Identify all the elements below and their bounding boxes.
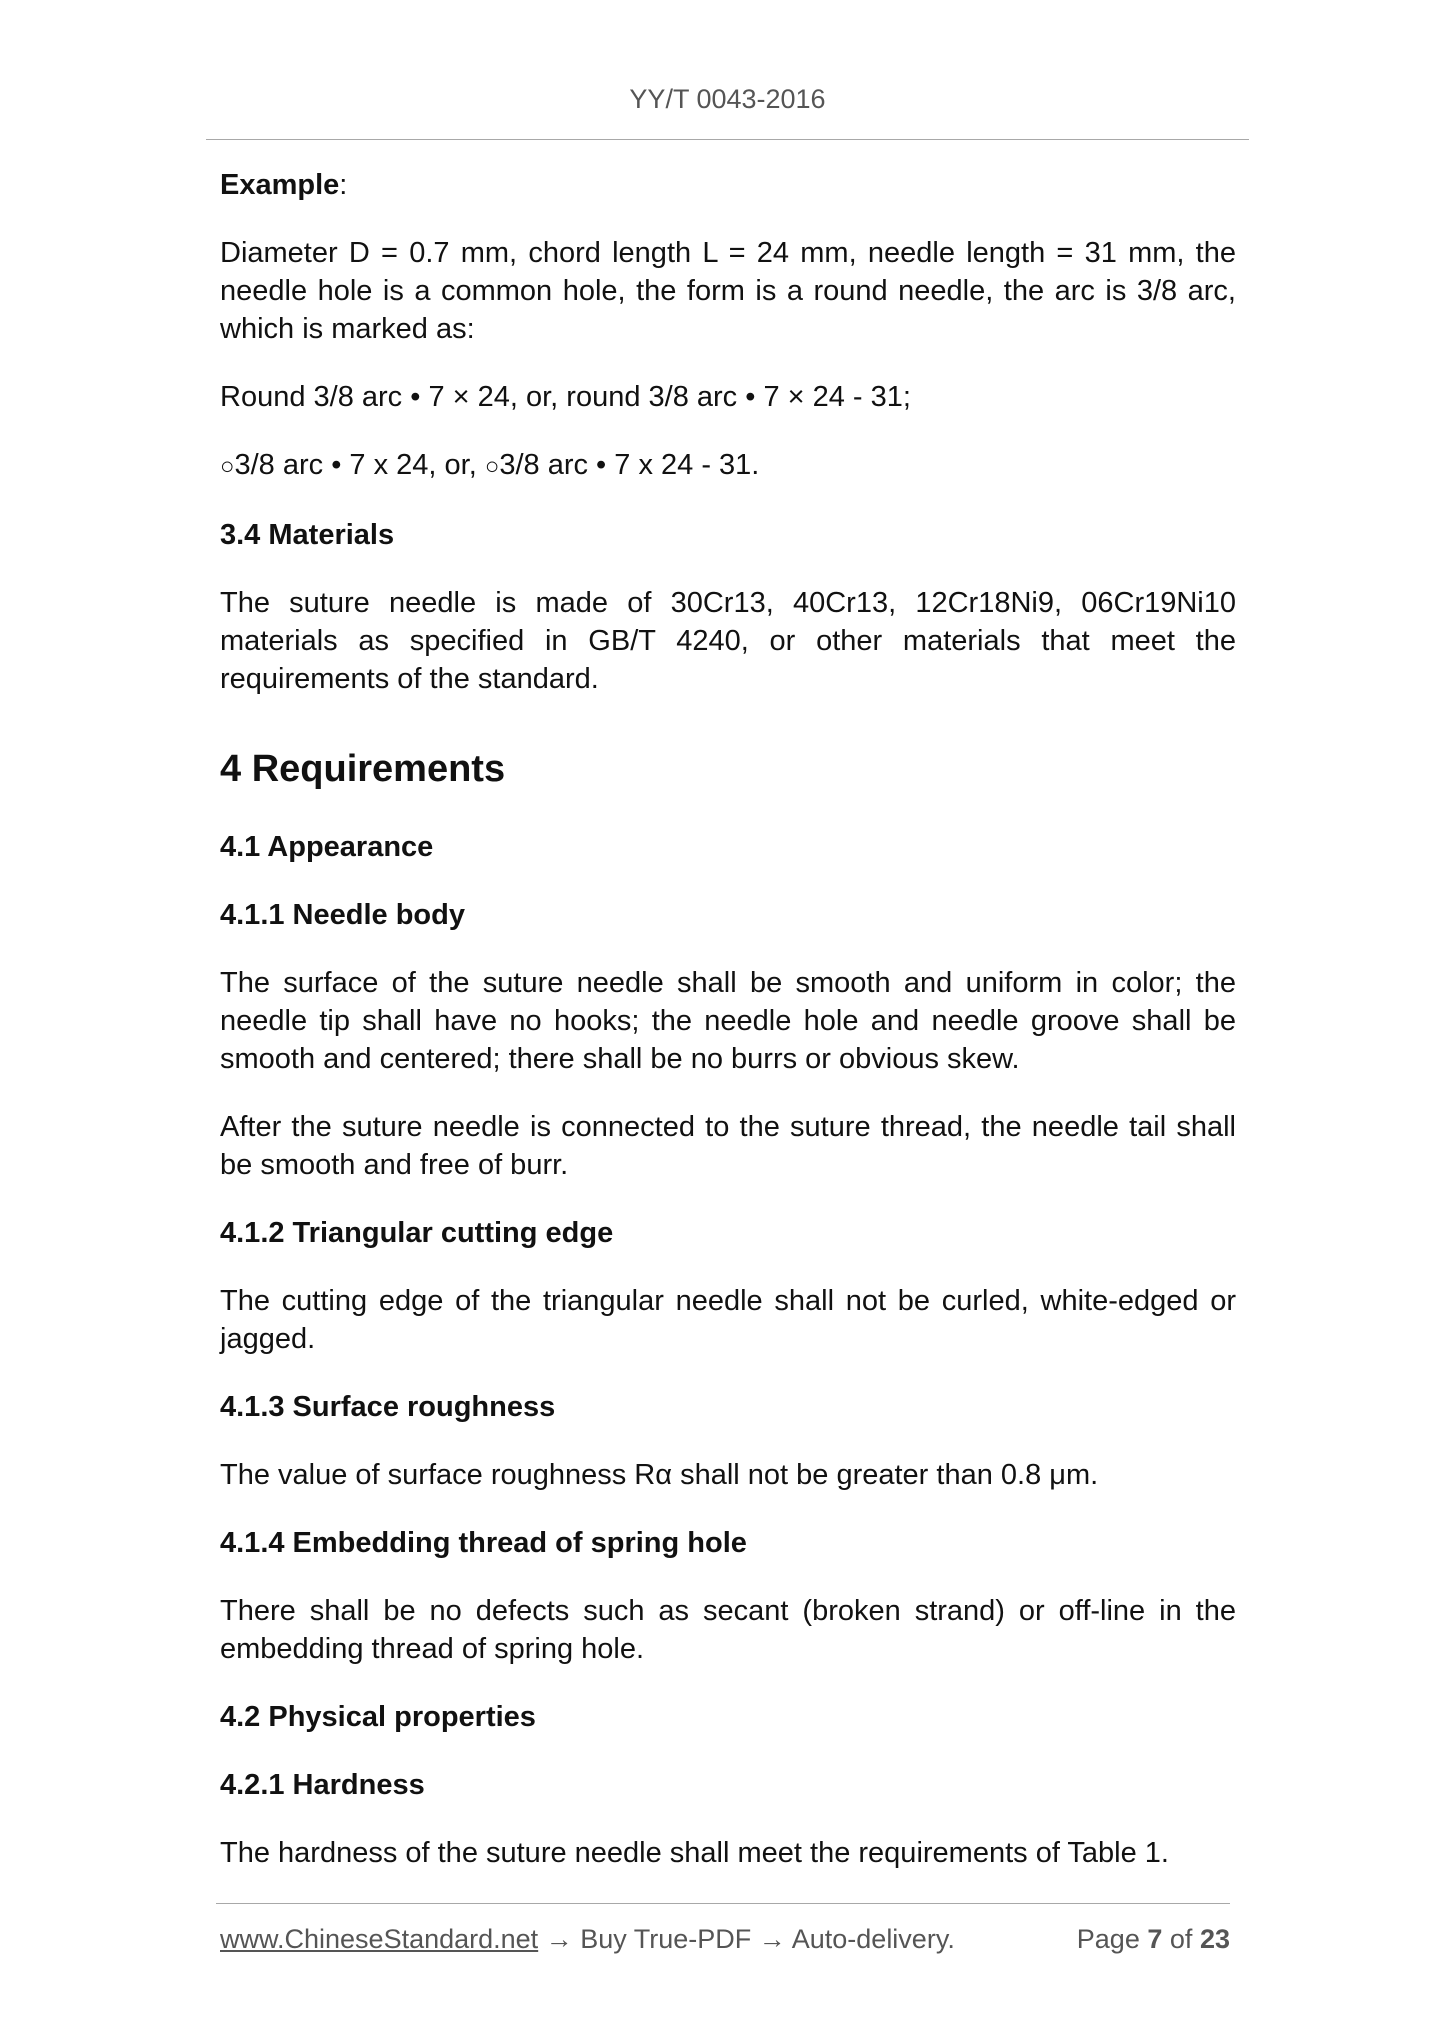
section-4-1-1-heading: 4.1.1 Needle body — [220, 899, 465, 931]
example-marking-1: Round 3/8 arc • 7 × 24, or, round 3/8 arc • 7 × 24 - 31; — [220, 381, 911, 413]
section-4-2-heading: 4.2 Physical properties — [220, 1701, 536, 1733]
section-4-1-4-heading: 4.1.4 Embedding thread of spring hole — [220, 1527, 747, 1559]
page-footer — [220, 1924, 1230, 1955]
circle-symbol-icon: ○ — [220, 453, 235, 480]
website-link[interactable]: www.ChineseStandard.net — [220, 1924, 539, 1954]
footer-divider — [216, 1903, 1230, 1904]
section-4-heading: 4 Requirements — [220, 748, 506, 790]
example-text: Diameter D = 0.7 mm, chord length L = 24 mm, needle length = 31 mm, the needle hole is a common hole, the form is a round needle, the arc is 3/8 arc, which is marked as: — [220, 237, 1236, 345]
example-heading — [220, 166, 1236, 204]
section-4-1-2-heading: 4.1.2 Triangular cutting edge — [220, 1217, 614, 1249]
circle-symbol-icon: ○ — [484, 453, 500, 480]
section-4-1-1-paragraph-2: After the suture needle is connected to the suture thread, the needle tail shall be smooth and free of burr. — [220, 1111, 1236, 1181]
page-indicator — [1077, 1924, 1230, 1955]
section-4-1-3-text: The value of surface roughness Rα shall not be greater than 0.8 μm. — [220, 1459, 1099, 1491]
page-word: Page — [1076, 1924, 1140, 1954]
document-id-header: YY/T 0043-2016 — [629, 84, 826, 114]
section-4-1-heading: 4.1 Appearance — [220, 831, 434, 863]
header-divider — [206, 139, 1249, 140]
page-content — [220, 166, 1236, 1902]
section-4-1-4-text: There shall be no defects such as secant (broken strand) or off-line in the embedding thread of spring hole. — [220, 1595, 1236, 1665]
section-4-2-1-heading: 4.2.1 Hardness — [220, 1769, 425, 1801]
footer-tagline: → Buy True-PDF → Auto-delivery. — [538, 1924, 955, 1954]
section-4-1-2-text: The cutting edge of the triangular needle shall not be curled, white-edged or jagged. — [220, 1285, 1236, 1355]
example-marking-2 — [220, 446, 1236, 486]
section-3-4-text: The suture needle is made of 30Cr13, 40Cr13, 12Cr18Ni9, 06Cr19Ni10 materials as specified in GB/T 4240, or other materials that meet the requirements of the standard. — [220, 587, 1236, 695]
page-number: 7 — [1147, 1924, 1163, 1954]
of-word: of — [1169, 1924, 1193, 1954]
section-4-2-1-text: The hardness of the suture needle shall meet the requirements of Table 1. — [220, 1837, 1169, 1869]
section-4-1-1-paragraph-1: The surface of the suture needle shall be smooth and uniform in color; the needle tip shall have no hooks; the needle hole and needle groove shall be smooth and centered; there shall be no burrs or obvious skew. — [220, 967, 1236, 1075]
example-colon: : — [339, 169, 348, 201]
marking-2-part-b: 3/8 arc • 7 x 24 - 31. — [499, 449, 760, 481]
page-total: 23 — [1199, 1924, 1230, 1954]
section-4-1-3-heading: 4.1.3 Surface roughness — [220, 1391, 556, 1423]
example-label: Example — [220, 169, 340, 201]
marking-2-part-a: 3/8 arc • 7 x 24, or, — [234, 449, 485, 481]
section-3-4-heading: 3.4 Materials — [220, 519, 395, 551]
